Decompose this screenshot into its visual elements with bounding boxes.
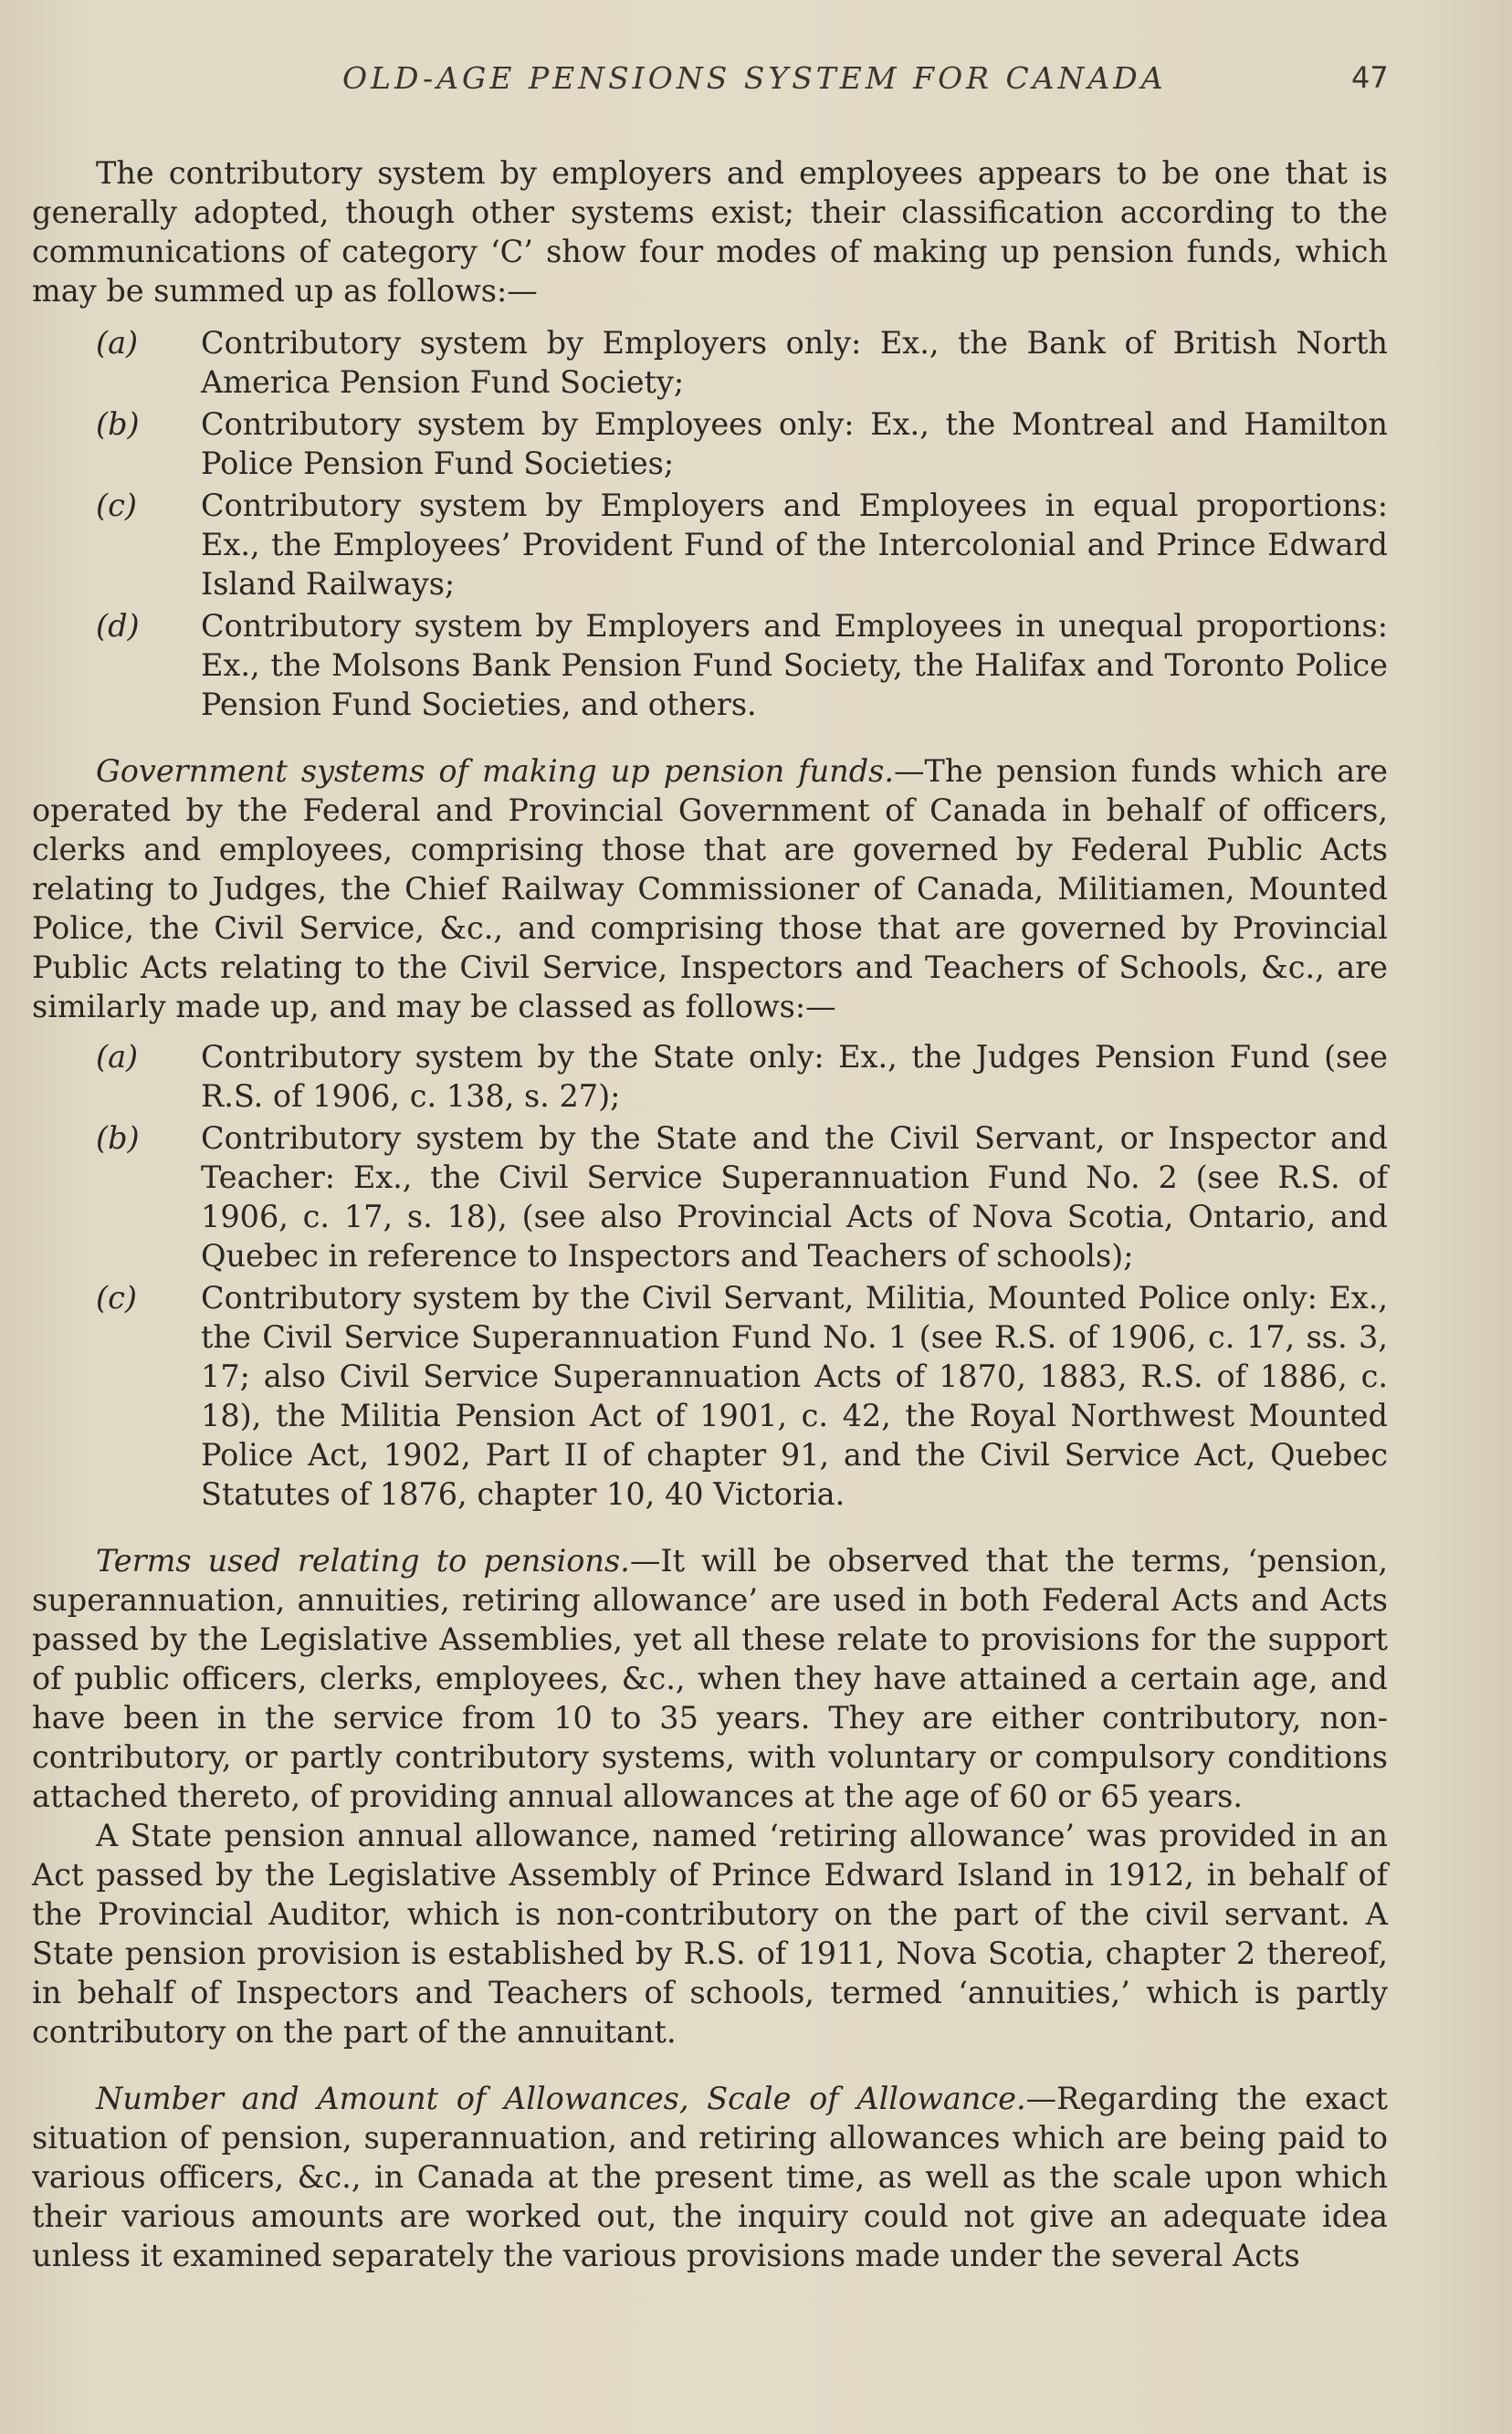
page-header bbox=[0, 60, 1512, 106]
allowances-paragraph bbox=[32, 2079, 1388, 2275]
page-body bbox=[32, 153, 1388, 2275]
list-item-text: Contributory system by Employers and Employees in unequal proportions: Ex., the Molsons Bank Pension Fund Society, the Halifax and Toronto Police Pension Fund Societies, and others. bbox=[201, 608, 1388, 722]
list-item bbox=[32, 323, 1388, 402]
page-number: 47 bbox=[1351, 60, 1389, 95]
government-modes-list bbox=[32, 1037, 1388, 1514]
paragraph-text: —It will be observed that the terms, ‘pension, superannuation, annuities, retiring allowance’ are used in both Federal Acts and Acts passed by the Legislative Assemblies, yet all these relate to provisions for the support of public officers, clerks, employees, &c., when they have attained a certain age, and have been in the service from 10 to 35 years. They are either contributory, non-contributory, or partly contributory systems, with voluntary or compulsory conditions attached thereto, of providing annual allowances at the age of 60 or 65 years. bbox=[32, 1543, 1388, 1814]
list-marker: (b) bbox=[96, 1120, 140, 1156]
list-item-text: Contributory system by the State and the Civil Servant, or Inspector and Teacher: Ex., the Civil Service Superannuation Fund No. 2 (see R.S. of 1906, c. 17, s. 18), (see also Provincial Acts of Nova Scotia, Ontario, and Quebec in reference to Inspectors and Teachers of schools); bbox=[201, 1120, 1388, 1274]
list-marker: (c) bbox=[96, 1280, 137, 1316]
list-item bbox=[32, 1037, 1388, 1116]
intro-paragraph: The contributory system by employers and employees appears to be one that is generally adopted, though other systems exist; their classification according to the communications of category ‘C’ show four modes of making up pension funds, which may be summed up as follows:— bbox=[32, 155, 1388, 309]
list-item-text: Contributory system by Employers and Employees in equal proportions: Ex., the Employees’ Provident Fund of the Intercolonial and Prince Edward Island Railways; bbox=[201, 488, 1388, 602]
list-item bbox=[32, 1278, 1388, 1514]
terms-paragraph bbox=[32, 1541, 1388, 1816]
paragraph-text: —Regarding the exact situation of pension, superannuation, and retiring allowances which are being paid to various officers, &c., in Canada at the present time, as well as the scale upon which their various amounts are worked out, the inquiry could not give an adequate idea unless it examined separately the various provisions made under the several Acts bbox=[32, 2081, 1389, 2273]
section-heading: Government systems of making up pension funds. bbox=[96, 753, 895, 789]
list-item-text: Contributory system by the Civil Servant, Militia, Mounted Police only: Ex., the Civil Service Superannuation Fund No. 1 (see R.S. of 1906, c. 17, ss. 3, 17; also Civil Service Superannuation Acts of 1870, 1883, R.S. of 1886, c. 18), the Militia Pension Act of 1901, c. 42, the Royal Northwest Mounted Police Act, 1902, Part II of chapter 91, and the Civil Service Act, Quebec Statutes of 1876, chapter 10, 40 Victoria. bbox=[201, 1280, 1388, 1512]
list-item bbox=[32, 1118, 1388, 1275]
list-marker: (b) bbox=[96, 406, 140, 442]
contributory-modes-list bbox=[32, 323, 1388, 724]
list-marker: (a) bbox=[96, 325, 139, 361]
state-pension-paragraph: A State pension annual allowance, named ‘retiring allowance’ was provided in an Act passed by the Legislative Assembly of Prince Edward Island in 1912, in behalf of the Provincial Auditor, which is non-contributory on the part of the civil servant. A State pension provision is established by R.S. of 1911, Nova Scotia, chapter 2 thereof, in behalf of Inspectors and Teachers of schools, termed ‘annuities,’ which is partly contributory on the part of the annuitant. bbox=[32, 1818, 1388, 2050]
government-systems-paragraph bbox=[32, 751, 1388, 1026]
section-heading: Number and Amount of Allowances, Scale of Allowance. bbox=[96, 2081, 1026, 2116]
list-item-text: Contributory system by Employees only: Ex., the Montreal and Hamilton Police Pension Fund Societies; bbox=[201, 406, 1388, 481]
list-item bbox=[32, 486, 1388, 603]
list-marker: (d) bbox=[96, 608, 140, 644]
list-item-text: Contributory system by Employers only: Ex., the Bank of British North America Pension Fund Society; bbox=[201, 325, 1388, 400]
section-heading: Terms used relating to pensions. bbox=[96, 1543, 630, 1579]
list-marker: (a) bbox=[96, 1039, 139, 1075]
running-title: OLD-AGE PENSIONS SYSTEM FOR CANADA bbox=[342, 60, 1167, 96]
list-marker: (c) bbox=[96, 488, 137, 523]
paragraph-text: —The pension funds which are operated by the Federal and Provincial Government of Canada in behalf of officers, clerks and employees, comprising those that are governed by Federal Public Acts relating to Judges, the Chief Railway Commissioner of Canada, Militiamen, Mounted Police, the Civil Service, &c., and comprising those that are governed by Provincial Public Acts relating to the Civil Service, Inspectors and Teachers of Schools, &c., are similarly made up, and may be classed as follows:— bbox=[32, 753, 1388, 1024]
list-item bbox=[32, 404, 1388, 483]
list-item bbox=[32, 606, 1388, 724]
list-item-text: Contributory system by the State only: Ex., the Judges Pension Fund (see R.S. of 1906, c. 138, s. 27); bbox=[201, 1039, 1388, 1114]
